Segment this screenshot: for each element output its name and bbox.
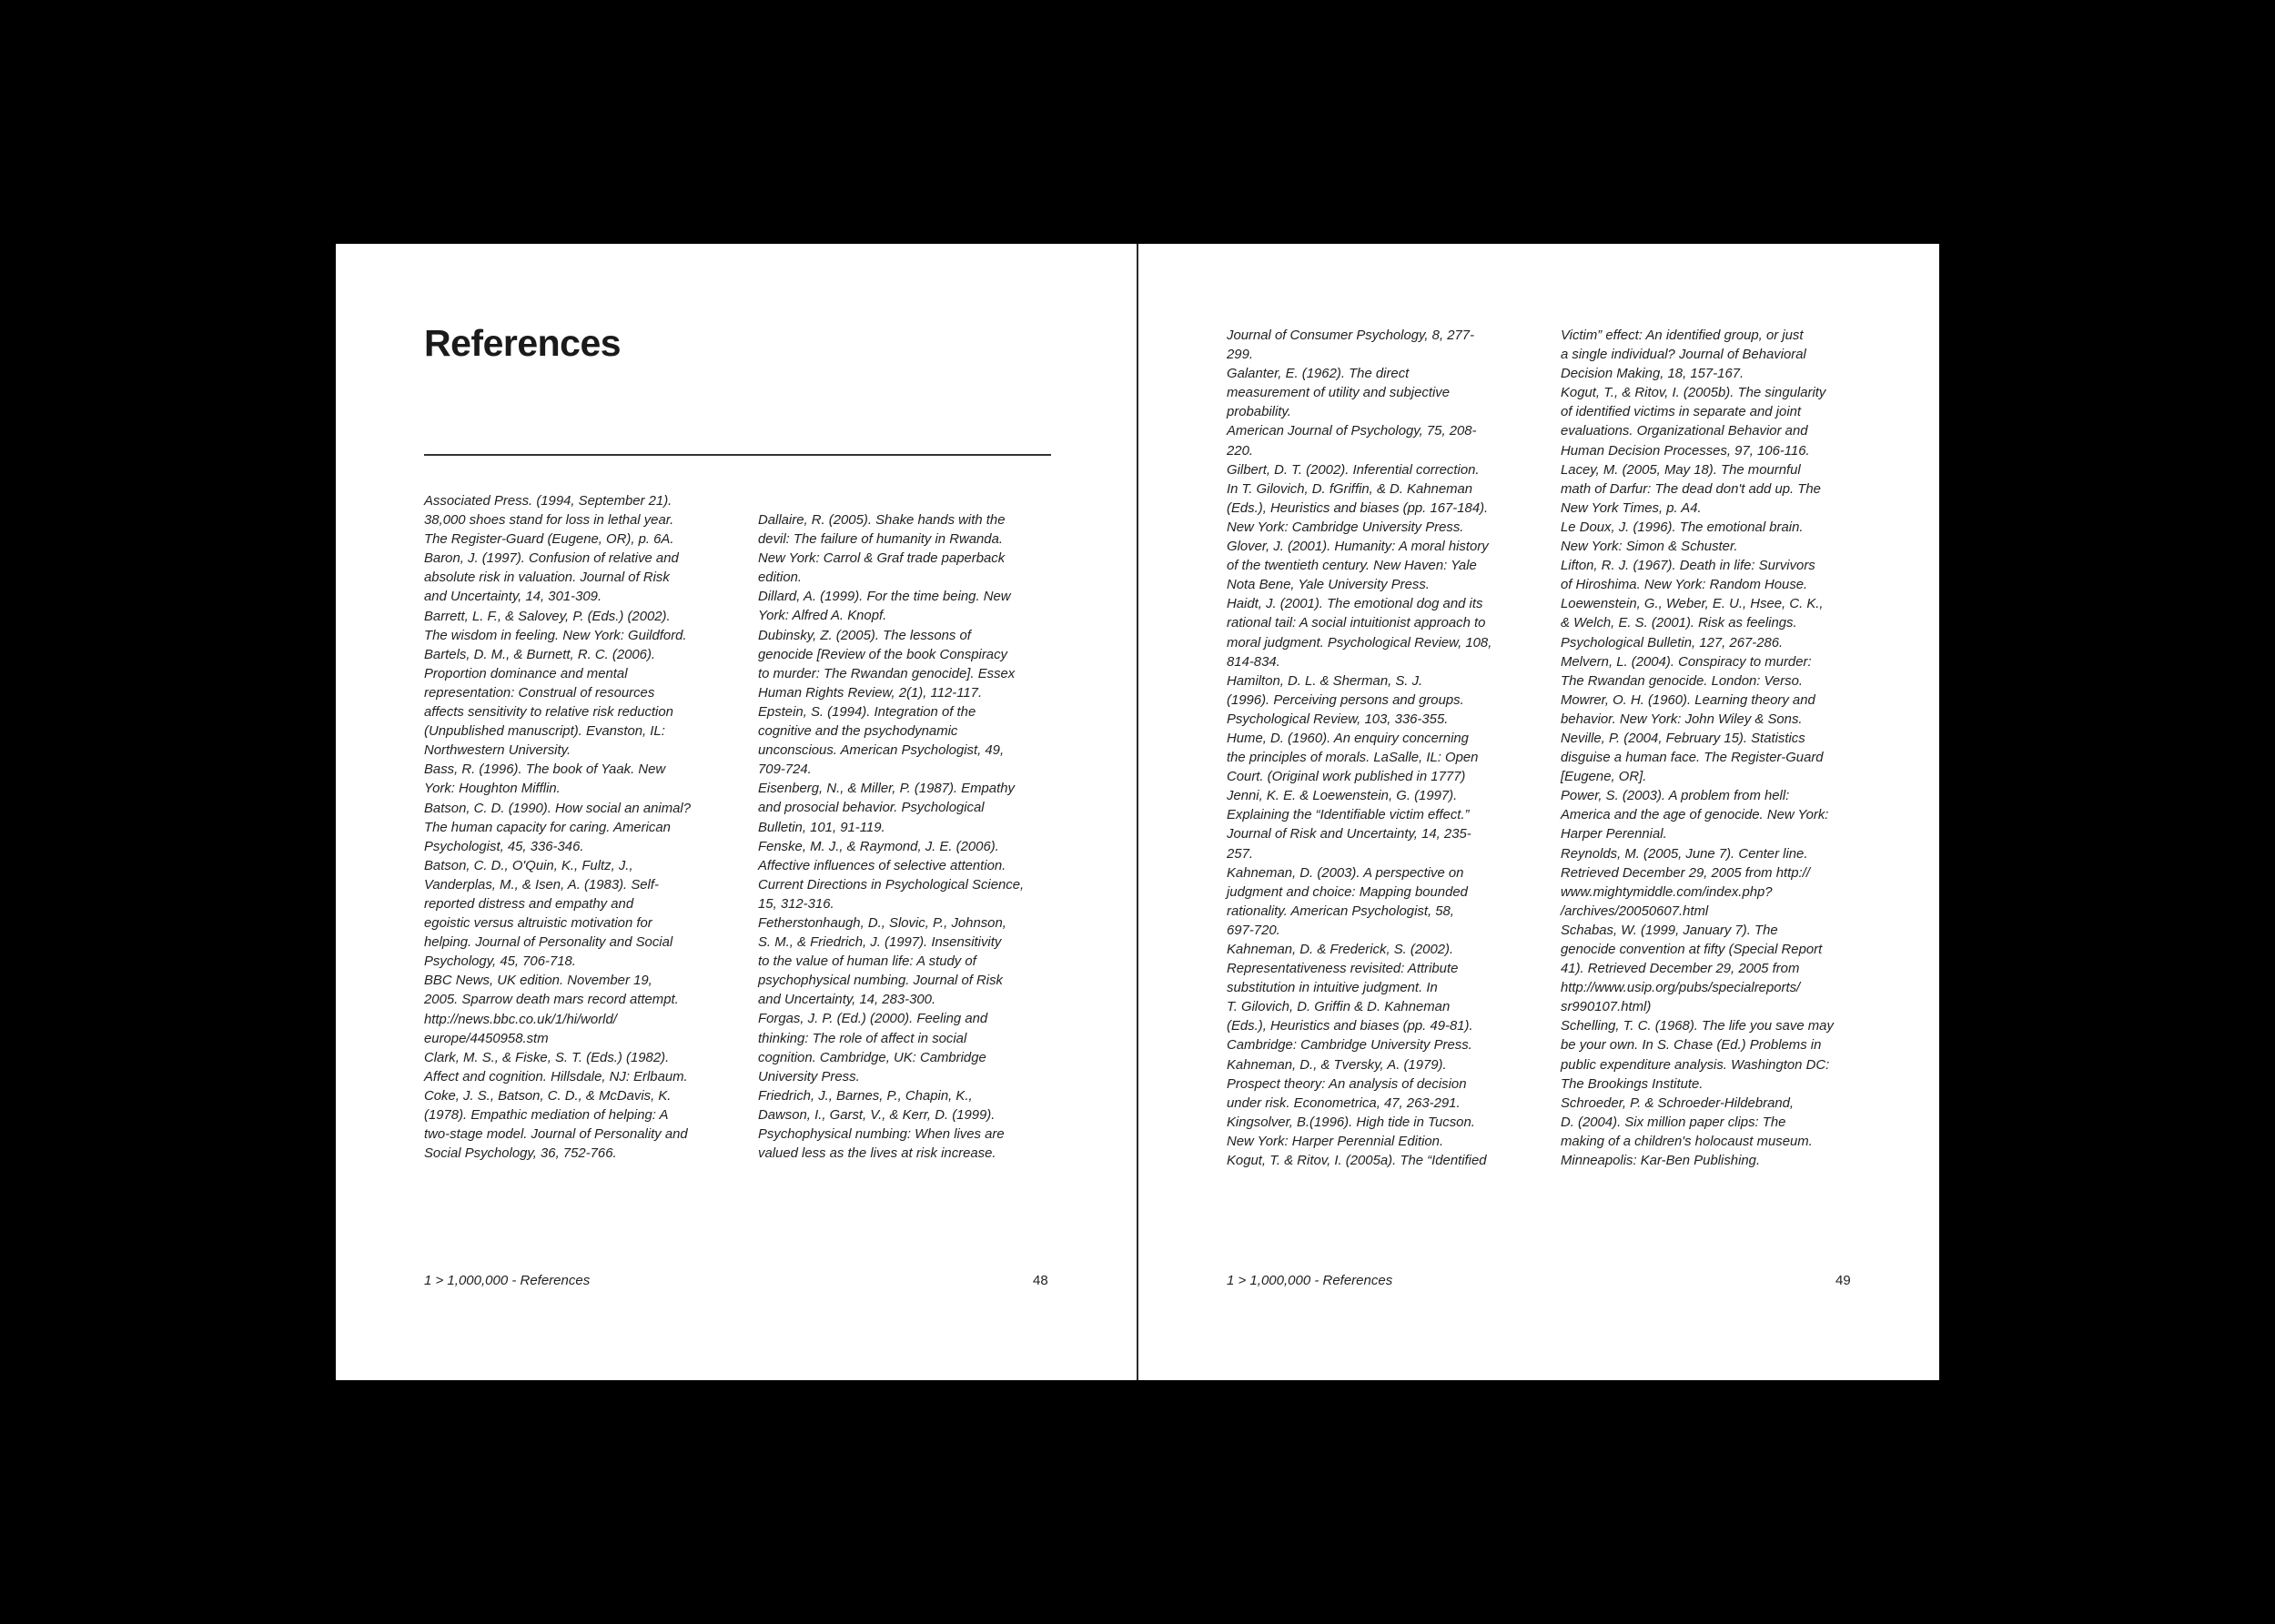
reference-line: (1996). Perceiving persons and groups. xyxy=(1227,692,1464,708)
reference-line: Hamilton, D. L. & Sherman, S. J. xyxy=(1227,673,1423,689)
reference-line: York: Alfred A. Knopf. xyxy=(758,609,887,624)
reference-line: The Register-Guard (Eugene, OR), p. 6A. xyxy=(424,532,674,548)
reference-line: 299. xyxy=(1227,348,1253,363)
reference-line: egoistic versus altruistic motivation for xyxy=(424,916,652,932)
reference-column-1 xyxy=(424,492,729,1164)
reference-line: 15, 312-316. xyxy=(758,896,834,912)
reference-line: S. M., & Friedrich, J. (1997). Insensitivity xyxy=(758,935,1002,951)
reference-line: unconscious. American Psychologist, 49, xyxy=(758,743,1005,759)
reference-line: Barrett, L. F., & Salovey, P. (Eds.) (2002). xyxy=(424,609,671,624)
reference-column-1 xyxy=(1227,327,1532,1171)
reference-line: Clark, M. S., & Fiske, S. T. (Eds.) (1982). xyxy=(424,1050,670,1065)
reference-line: Bulletin, 101, 91-119. xyxy=(758,820,885,835)
reference-line: Nota Bene, Yale University Press. xyxy=(1227,578,1430,593)
reference-line: (1978). Empathic mediation of helping: A xyxy=(424,1108,669,1123)
reference-line: Victim” effect: An identified group, or just xyxy=(1561,328,1804,343)
reference-line: Psychologist, 45, 336-346. xyxy=(424,839,584,854)
reference-line: genocide [Review of the book Conspiracy xyxy=(758,647,1007,662)
reference-line: Proportion dominance and mental xyxy=(424,666,628,681)
reference-line: Haidt, J. (2001). The emotional dog and its xyxy=(1227,597,1483,612)
reference-line: absolute risk in valuation. Journal of Risk xyxy=(424,570,670,586)
reference-line: Decision Making, 18, 157-167. xyxy=(1561,367,1744,382)
reference-line: under risk. Econometrica, 47, 263-291. xyxy=(1227,1095,1461,1111)
reference-line: Eisenberg, N., & Miller, P. (1987). Empathy xyxy=(758,782,1015,797)
reference-line: Representativeness revisited: Attribute xyxy=(1227,962,1459,977)
reference-line: Psychophysical numbing: When lives are xyxy=(758,1127,1005,1142)
reference-line: judgment and choice: Mapping bounded xyxy=(1227,884,1468,900)
reference-line: www.mightymiddle.com/index.php? xyxy=(1561,884,1773,900)
reference-line: Northwestern University. xyxy=(424,743,571,759)
reference-line: & Welch, E. S. (2001). Risk as feelings. xyxy=(1561,616,1797,631)
reference-line: europe/4450958.stm xyxy=(424,1031,549,1046)
reference-line: New York: Harper Perennial Edition. xyxy=(1227,1134,1444,1149)
reference-column-2 xyxy=(1561,327,1866,1171)
reference-line: and Uncertainty, 14, 283-300. xyxy=(758,993,936,1008)
reference-line: Mowrer, O. H. (1960). Learning theory and xyxy=(1561,692,1815,708)
book-spread xyxy=(336,244,1939,1380)
reference-line: New York: Simon & Schuster. xyxy=(1561,540,1738,555)
reference-line: math of Darfur: The dead don't add up. The xyxy=(1561,481,1821,497)
reference-line: be your own. In S. Chase (Ed.) Problems in xyxy=(1561,1038,1822,1054)
reference-line: Harper Perennial. xyxy=(1561,827,1667,842)
reference-line: Le Doux, J. (1996). The emotional brain. xyxy=(1561,519,1804,535)
reference-line: Epstein, S. (1994). Integration of the xyxy=(758,704,976,720)
reference-line: /archives/20050607.html xyxy=(1561,903,1709,919)
reference-line: Current Directions in Psychological Science, xyxy=(758,877,1025,893)
reference-line: http://news.bbc.co.uk/1/hi/world/ xyxy=(424,1012,617,1027)
reference-line: Journal of Risk and Uncertainty, 14, 235- xyxy=(1227,827,1471,842)
reference-line: Bartels, D. M., & Burnett, R. C. (2006). xyxy=(424,647,656,662)
reference-line: to murder: The Rwandan genocide]. Essex xyxy=(758,666,1016,681)
reference-line: the principles of morals. LaSalle, IL: Open xyxy=(1227,751,1479,766)
reference-line: BBC News, UK edition. November 19, xyxy=(424,973,652,989)
reference-line: Galanter, E. (1962). The direct xyxy=(1227,367,1410,382)
title-rule xyxy=(424,454,1051,456)
reference-line: moral judgment. Psychological Review, 108, xyxy=(1227,635,1492,651)
reference-line: representation: Construal of resources xyxy=(424,685,655,701)
reference-line: rational tail: A social intuitionist approach to xyxy=(1227,616,1486,631)
reference-line: thinking: The role of affect in social xyxy=(758,1031,967,1046)
reference-line: Melvern, L. (2004). Conspiracy to murder: xyxy=(1561,654,1812,670)
reference-line: Neville, P. (2004, February 15). Statistics xyxy=(1561,731,1805,746)
reference-line: University Press. xyxy=(758,1069,860,1084)
reference-line: evaluations. Organizational Behavior and xyxy=(1561,424,1808,439)
reference-line: (Eds.), Heuristics and biases (pp. 167-184). xyxy=(1227,500,1489,516)
reference-line: Kahneman, D., & Tversky, A. (1979). xyxy=(1227,1057,1447,1073)
reference-line: Friedrich, J., Barnes, P., Chapin, K., xyxy=(758,1088,973,1104)
reference-line: 38,000 shoes stand for loss in lethal year. xyxy=(424,513,674,529)
page-number: 48 xyxy=(1033,1273,1048,1288)
reference-line: Batson, C. D. (1990). How social an animal? xyxy=(424,801,691,816)
reference-line: New York: Cambridge University Press. xyxy=(1227,519,1464,535)
reference-line: Psychological Review, 103, 336-355. xyxy=(1227,711,1449,727)
reference-line: Power, S. (2003). A problem from hell: xyxy=(1561,789,1790,804)
reference-line: two-stage model. Journal of Personality and xyxy=(424,1127,688,1143)
reference-line: Psychological Bulletin, 127, 267-286. xyxy=(1561,635,1784,651)
reference-line: The human capacity for caring. American xyxy=(424,820,671,835)
running-footer: 1 > 1,000,000 - References xyxy=(424,1273,591,1288)
reference-line: [Eugene, OR]. xyxy=(1561,770,1647,785)
reference-line: 41). Retrieved December 29, 2005 from xyxy=(1561,962,1800,977)
reference-line: Baron, J. (1997). Confusion of relative and xyxy=(424,551,679,567)
reference-line: Journal of Consumer Psychology, 8, 277- xyxy=(1227,328,1475,343)
reference-line: Fenske, M. J., & Raymond, J. E. (2006). xyxy=(758,839,999,854)
reference-line: making of a children's holocaust museum. xyxy=(1561,1134,1813,1149)
reference-line: Kingsolver, B.(1996). High tide in Tucson. xyxy=(1227,1115,1475,1130)
reference-line: Human Decision Processes, 97, 106-116. xyxy=(1561,443,1810,459)
reference-line: Loewenstein, G., Weber, E. U., Hsee, C. K., xyxy=(1561,597,1824,612)
reference-line: Kahneman, D. & Frederick, S. (2002). xyxy=(1227,943,1454,957)
reference-line: (Eds.), Heuristics and biases (pp. 49-81). xyxy=(1227,1019,1473,1034)
reference-line: Forgas, J. P. (Ed.) (2000). Feeling and xyxy=(758,1012,988,1027)
reference-line: and prosocial behavior. Psychological xyxy=(758,801,985,816)
reference-line: substitution in intuitive judgment. In xyxy=(1227,981,1438,996)
reference-line: T. Gilovich, D. Griffin & D. Kahneman xyxy=(1227,1000,1451,1015)
reference-line: Psychology, 45, 706-718. xyxy=(424,954,576,970)
reference-column-2 xyxy=(758,511,1063,1164)
reference-line: valued less as the lives at risk increase. xyxy=(758,1146,996,1162)
reference-line: Associated Press. (1994, September 21). xyxy=(424,494,672,509)
reference-line: affects sensitivity to relative risk reduction xyxy=(424,705,673,721)
reference-line: Cambridge: Cambridge University Press. xyxy=(1227,1038,1472,1054)
reference-line: Dallaire, R. (2005). Shake hands with the xyxy=(758,513,1006,528)
reference-line: devil: The failure of humanity in Rwanda. xyxy=(758,532,1003,548)
reference-line: In T. Gilovich, D. fGriffin, & D. Kahneman xyxy=(1227,481,1473,497)
reference-line: The wisdom in feeling. New York: Guildford. xyxy=(424,628,687,643)
reference-line: Schelling, T. C. (1968). The life you save may xyxy=(1561,1019,1834,1034)
reference-line: The Rwandan genocide. London: Verso. xyxy=(1561,673,1804,689)
reference-line: Kahneman, D. (2003). A perspective on xyxy=(1227,865,1464,881)
reference-line: Kogut, T., & Ritov, I. (2005b). The singularity xyxy=(1561,386,1826,401)
reference-line: Dawson, I., Garst, V., & Kerr, D. (1999). xyxy=(758,1107,996,1123)
reference-line: of Hiroshima. New York: Random House. xyxy=(1561,578,1808,593)
reference-line: to the value of human life: A study of xyxy=(758,954,976,970)
reference-line: York: Houghton Mifflin. xyxy=(424,782,561,797)
reference-line: cognition. Cambridge, UK: Cambridge xyxy=(758,1050,986,1065)
reference-line: a single individual? Journal of Behavioral xyxy=(1561,348,1806,363)
reference-line: Schroeder, P. & Schroeder-Hildebrand, xyxy=(1561,1095,1795,1111)
reference-line: Lacey, M. (2005, May 18). The mournful xyxy=(1561,462,1801,478)
reference-line: Reynolds, M. (2005, June 7). Center line. xyxy=(1561,846,1808,862)
reference-line: behavior. New York: John Wiley & Sons. xyxy=(1561,711,1803,727)
reference-line: genocide convention at fifty (Special Report xyxy=(1561,943,1823,957)
running-footer: 1 > 1,000,000 - References xyxy=(1227,1273,1393,1288)
reference-line: Prospect theory: An analysis of decision xyxy=(1227,1076,1467,1092)
reference-line: Glover, J. (2001). Humanity: A moral history xyxy=(1227,540,1489,555)
reference-line: Affective influences of selective attention. xyxy=(758,858,1006,873)
reference-line: Explaining the “Identifiable victim effect.” xyxy=(1227,808,1470,823)
reference-line: of identified victims in separate and joint xyxy=(1561,405,1802,420)
reference-line: 257. xyxy=(1227,846,1253,862)
reference-line: Court. (Original work published in 1777) xyxy=(1227,770,1466,785)
reference-line: D. (2004). Six million paper clips: The xyxy=(1561,1115,1786,1130)
page-title: References xyxy=(424,322,622,364)
reference-line: 2005. Sparrow death mars record attempt. xyxy=(424,993,679,1008)
reference-line: Kogut, T. & Ritov, I. (2005a). The “Identified xyxy=(1227,1154,1487,1169)
reference-line: (Unpublished manuscript). Evanston, IL: xyxy=(424,724,665,740)
reference-line: Dillard, A. (1999). For the time being. New xyxy=(758,590,1011,605)
reference-line: 697-720. xyxy=(1227,923,1280,938)
reference-line: Batson, C. D., O'Quin, K., Fultz, J., xyxy=(424,858,633,873)
reference-line: measurement of utility and subjective xyxy=(1227,386,1450,401)
reference-line: 814-834. xyxy=(1227,654,1280,670)
reference-line: New York Times, p. A4. xyxy=(1561,500,1702,516)
reference-line: rationality. American Psychologist, 58, xyxy=(1227,903,1454,919)
reference-line: probability. xyxy=(1227,405,1291,420)
reference-line: Dubinsky, Z. (2005). The lessons of xyxy=(758,628,971,643)
reference-line: Fetherstonhaugh, D., Slovic, P., Johnson, xyxy=(758,915,1006,931)
reference-line: Affect and cognition. Hillsdale, NJ: Erlbaum. xyxy=(424,1069,688,1084)
reference-line: Hume, D. (1960). An enquiry concerning xyxy=(1227,731,1469,746)
reference-line: Jenni, K. E. & Loewenstein, G. (1997). xyxy=(1227,789,1458,804)
reference-line: of the twentieth century. New Haven: Yale xyxy=(1227,559,1477,574)
reference-line: disguise a human face. The Register-Guard xyxy=(1561,751,1824,766)
reference-line: Lifton, R. J. (1967). Death in life: Survivors xyxy=(1561,559,1815,574)
reference-line: New York: Carrol & Graf trade paperback xyxy=(758,551,1006,567)
reference-line: cognitive and the psychodynamic xyxy=(758,724,958,740)
left-page xyxy=(336,244,1137,1380)
reference-line: and Uncertainty, 14, 301-309. xyxy=(424,590,602,605)
reference-line: Human Rights Review, 2(1), 112-117. xyxy=(758,685,983,701)
page-number: 49 xyxy=(1835,1273,1851,1288)
reference-line: Bass, R. (1996). The book of Yaak. New xyxy=(424,762,666,778)
reference-line: America and the age of genocide. New York: xyxy=(1561,808,1829,823)
reference-line: Gilbert, D. T. (2002). Inferential correction. xyxy=(1227,462,1480,478)
reference-line: Retrieved December 29, 2005 from http:// xyxy=(1561,865,1810,881)
reference-line: edition. xyxy=(758,570,803,586)
reference-line: Vanderplas, M., & Isen, A. (1983). Self- xyxy=(424,877,659,893)
reference-line: reported distress and empathy and xyxy=(424,896,634,912)
reference-line: 220. xyxy=(1227,443,1253,459)
reference-line: http://www.usip.org/pubs/specialreports/ xyxy=(1561,981,1801,996)
reference-line: Social Psychology, 36, 752-766. xyxy=(424,1146,617,1162)
reference-line: sr990107.html) xyxy=(1561,1000,1652,1015)
reference-line: The Brookings Institute. xyxy=(1561,1076,1704,1092)
reference-line: helping. Journal of Personality and Social xyxy=(424,935,673,951)
reference-line: Schabas, W. (1999, January 7). The xyxy=(1561,923,1778,938)
reference-line: Minneapolis: Kar-Ben Publishing. xyxy=(1561,1154,1761,1169)
reference-line: 709-724. xyxy=(758,762,812,778)
right-page xyxy=(1138,244,1939,1380)
reference-line: Coke, J. S., Batson, C. D., & McDavis, K. xyxy=(424,1088,672,1104)
reference-line: psychophysical numbing. Journal of Risk xyxy=(758,973,1003,989)
reference-line: public expenditure analysis. Washington DC: xyxy=(1561,1057,1830,1073)
reference-line: American Journal of Psychology, 75, 208- xyxy=(1227,424,1477,439)
